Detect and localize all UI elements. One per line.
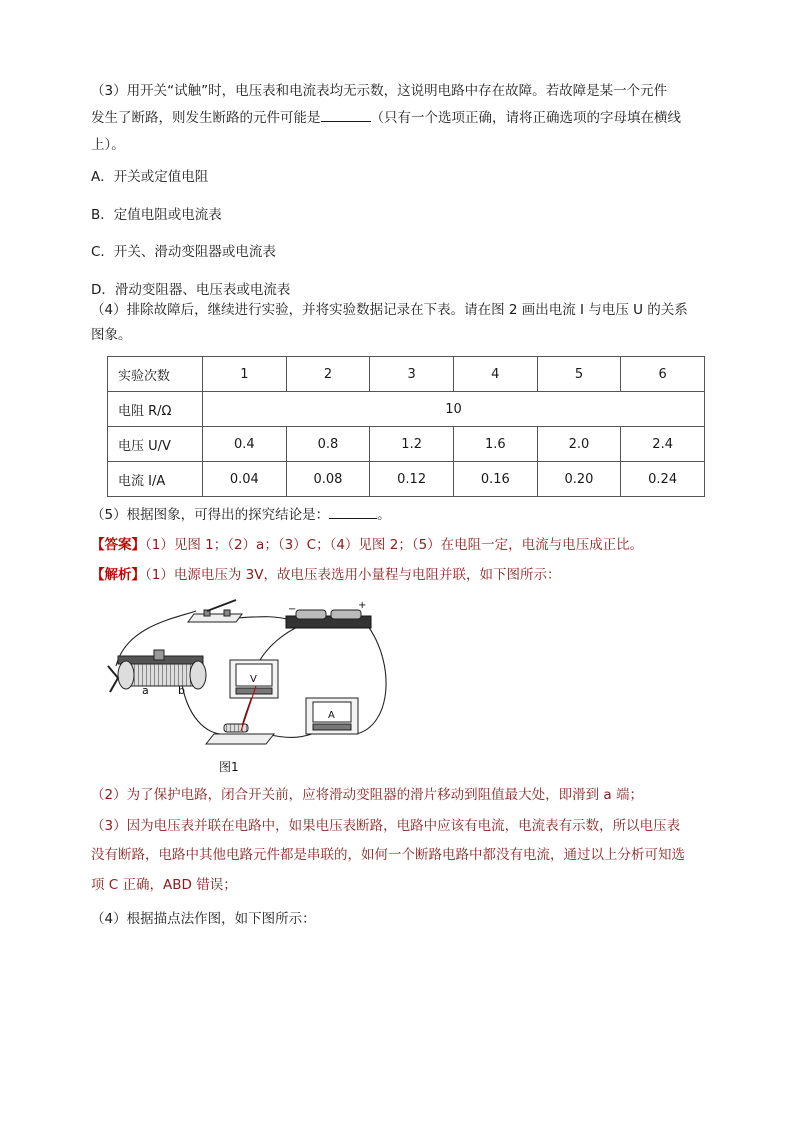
answer-tag: 【答案】 (91, 537, 145, 553)
table-cell: 0.24 (621, 462, 705, 497)
analysis-p2: （2）为了保护电路，闭合开关前，应将滑动变阻器的滑片移动到阻值最大处，即滑到 a 端； (91, 787, 643, 803)
table-cell: 5 (537, 357, 621, 392)
row-label-current: 电流 I/A (108, 462, 203, 497)
analysis-p3-line2: 没有断路，电路中其他电路元件都是串联的，如何一个断路电路中都没有电流，通过以上分析可知选 (91, 847, 685, 863)
battery-icon (286, 600, 371, 628)
q4-line2: 图象。 (91, 327, 132, 343)
label-b: b (178, 684, 185, 697)
analysis-p1-text: （1）电源电压为 3V，故电压表选用小量程与电阻并联，如下图所示： (145, 567, 561, 583)
table-cell: 0.20 (537, 462, 621, 497)
table-cell: 0.16 (453, 462, 537, 497)
table-cell: 0.4 (203, 427, 287, 462)
table-cell: 0.04 (203, 462, 287, 497)
table-cell: 3 (370, 357, 454, 392)
q4-line1: （4）排除故障后，继续进行实验，并将实验数据记录在下表。请在图 2 画出电流 I 与电压 U 的关系 (91, 302, 688, 318)
table-cell: 0.12 (370, 462, 454, 497)
table-row (108, 427, 705, 462)
label-a: a (142, 684, 149, 697)
analysis-p3-line1: （3）因为电压表并联在电路中，如果电压表断路，电路中应该有电流，电流表有示数，所以电压表 (91, 818, 681, 834)
q5-end: 。 (377, 507, 391, 523)
row-label-trial: 实验次数 (108, 357, 203, 392)
q3-line2-start: 发生了断路，则发生断路的元件可能是 (91, 110, 321, 126)
analysis-p4: （4）根据描点法作图，如下图所示： (91, 911, 316, 927)
table-cell: 2.0 (537, 427, 621, 462)
answer-text: （1）见图 1；（2）a；（3）C；（4）见图 2；（5）在电阻一定，电流与电压成正比。 (145, 537, 644, 553)
q3-line3: 上）。 (91, 137, 125, 153)
table-cell: 0.8 (286, 427, 370, 462)
minus-label: − (288, 604, 297, 615)
table-cell: 4 (453, 357, 537, 392)
ammeter-label: A (328, 710, 335, 721)
row-label-voltage: 电压 U/V (108, 427, 203, 462)
figure-caption: 图1 (219, 760, 239, 774)
answer-line (91, 533, 706, 557)
table-cell: 2.4 (621, 427, 705, 462)
row-label-resistance: 电阻 R/Ω (108, 392, 203, 427)
option-d: D．滑动变阻器、电压表或电流表 (91, 281, 291, 298)
switch-icon (188, 600, 242, 622)
table-row (108, 462, 705, 497)
option-b: B．定值电阻或电流表 (91, 206, 222, 223)
table-row (108, 357, 705, 392)
table-cell: 1.2 (370, 427, 454, 462)
analysis-p1 (91, 563, 706, 587)
table-cell: 1.6 (453, 427, 537, 462)
q5-line (91, 503, 706, 527)
table-cell: 2 (286, 357, 370, 392)
table-row (108, 392, 705, 427)
table-cell: 6 (621, 357, 705, 392)
voltmeter-label: V (250, 674, 257, 685)
circuit-figure (106, 600, 391, 776)
table-cell: 1 (203, 357, 287, 392)
rheostat-icon (108, 650, 206, 697)
q3-line2-end: （只有一个选项正确，请将正确选项的字母填在横线 (370, 110, 681, 126)
resistor-icon (206, 724, 274, 744)
q5-text: （5）根据图象，可得出的探究结论是： (91, 507, 330, 523)
ammeter-icon (306, 698, 358, 734)
analysis-tag: 【解析】 (91, 567, 145, 583)
plus-label: + (358, 600, 367, 611)
answer-blank (321, 107, 371, 122)
option-a: A．开关或定值电阻 (91, 169, 209, 185)
table-cell-resistance: 10 (203, 392, 705, 427)
q3-line1: （3）用开关“试触”时，电压表和电流表均无示数，这说明电路中存在故障。若故障是某一个元件 (91, 83, 668, 99)
option-c: C．开关、滑动变阻器或电流表 (91, 244, 276, 260)
q3-line2 (91, 105, 706, 132)
analysis-p3-line3: 项 C 正确，ABD 错误； (91, 877, 237, 893)
table-cell: 0.08 (286, 462, 370, 497)
data-table (107, 356, 705, 497)
question-section (91, 78, 706, 315)
conclusion-blank (329, 504, 377, 519)
